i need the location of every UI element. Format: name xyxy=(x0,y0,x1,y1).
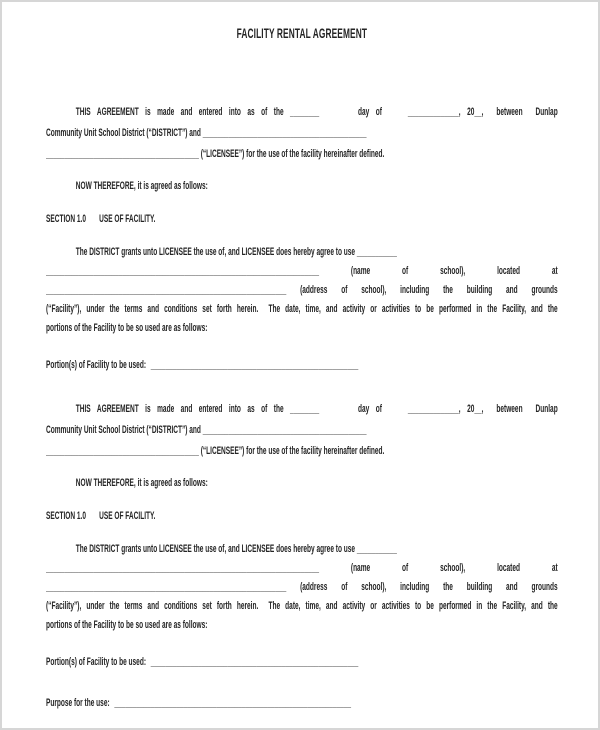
intro-paragraph xyxy=(46,102,558,165)
portions-line xyxy=(46,653,558,672)
section-title: USE OF FACILITY. xyxy=(99,510,156,522)
now-therefore-clause: NOW THEREFORE, it is agreed as follows: xyxy=(75,180,208,192)
agreement-copy-1 xyxy=(46,102,558,375)
grant-line-5: portions of the Facility to be so used are as follows: xyxy=(46,619,208,631)
portions-label: Portion(s) of Facility to be used: xyxy=(46,359,146,371)
grant-line-5: portions of the Facility to be so used are as follows: xyxy=(46,322,208,334)
intro-line-1: THIS AGREEMENT is made and entered into as of the ________ day of ______________, 20__, between Dunlap xyxy=(75,403,558,415)
document-title: FACILITY RENTAL AGREEMENT xyxy=(236,25,368,41)
intro-paragraph xyxy=(46,399,558,462)
section-heading-row xyxy=(46,210,558,229)
section-title: USE OF FACILITY. xyxy=(99,213,156,225)
portions-blank: _________________________________________________________ xyxy=(150,359,359,371)
section-number: SECTION 1.0 xyxy=(46,510,87,522)
grant-line-4: (“Facility”), under the terms and conditions set forth herein. The date, time, and activity or activities to be performed in the Facility, and the xyxy=(46,303,558,315)
portions-line xyxy=(46,356,558,375)
grant-line-2: ___________________________________________________________________________ (name of school), located at xyxy=(46,265,558,277)
section-number: SECTION 1.0 xyxy=(46,213,87,225)
document-content xyxy=(46,26,558,713)
now-therefore-clause: NOW THEREFORE, it is agreed as follows: xyxy=(75,477,208,489)
grant-line-1: The DISTRICT grants unto LICENSEE the use of, and LICENSEE does hereby agree to use ___________ xyxy=(75,543,397,555)
portions-blank: _________________________________________________________ xyxy=(150,656,359,668)
grant-line-3: __________________________________________________________________ (address of school), including the building and grounds xyxy=(46,284,558,296)
purpose-line xyxy=(46,694,558,713)
intro-line-3: __________________________________________ (“LICENSEE”) for the use of the facility hereinafter defined. xyxy=(46,148,385,160)
section-heading-row xyxy=(46,507,558,526)
grant-line-2: ___________________________________________________________________________ (name of school), located at xyxy=(46,562,558,574)
agreement-copy-2 xyxy=(46,399,558,672)
grant-line-3: __________________________________________________________________ (address of school), including the building and grounds xyxy=(46,581,558,593)
grant-paragraph xyxy=(46,540,558,635)
intro-line-2: Community Unit School District (“DISTRICT”) and _____________________________________________ xyxy=(46,127,367,139)
grant-line-1: The DISTRICT grants unto LICENSEE the use of, and LICENSEE does hereby agree to use ___________ xyxy=(75,246,397,258)
intro-line-1: THIS AGREEMENT is made and entered into as of the ________ day of ______________, 20__, between Dunlap xyxy=(75,106,558,118)
intro-line-2: Community Unit School District (“DISTRICT”) and _____________________________________________ xyxy=(46,424,367,436)
purpose-label: Purpose for the use: xyxy=(46,697,110,709)
grant-line-4: (“Facility”), under the terms and conditions set forth herein. The date, time, and activity or activities to be performed in the Facility, and the xyxy=(46,600,558,612)
intro-line-3: __________________________________________ (“LICENSEE”) for the use of the facility hereinafter defined. xyxy=(46,445,385,457)
purpose-blank: _________________________________________________________________ xyxy=(114,697,352,709)
grant-paragraph xyxy=(46,243,558,338)
portions-label: Portion(s) of Facility to be used: xyxy=(46,656,146,668)
